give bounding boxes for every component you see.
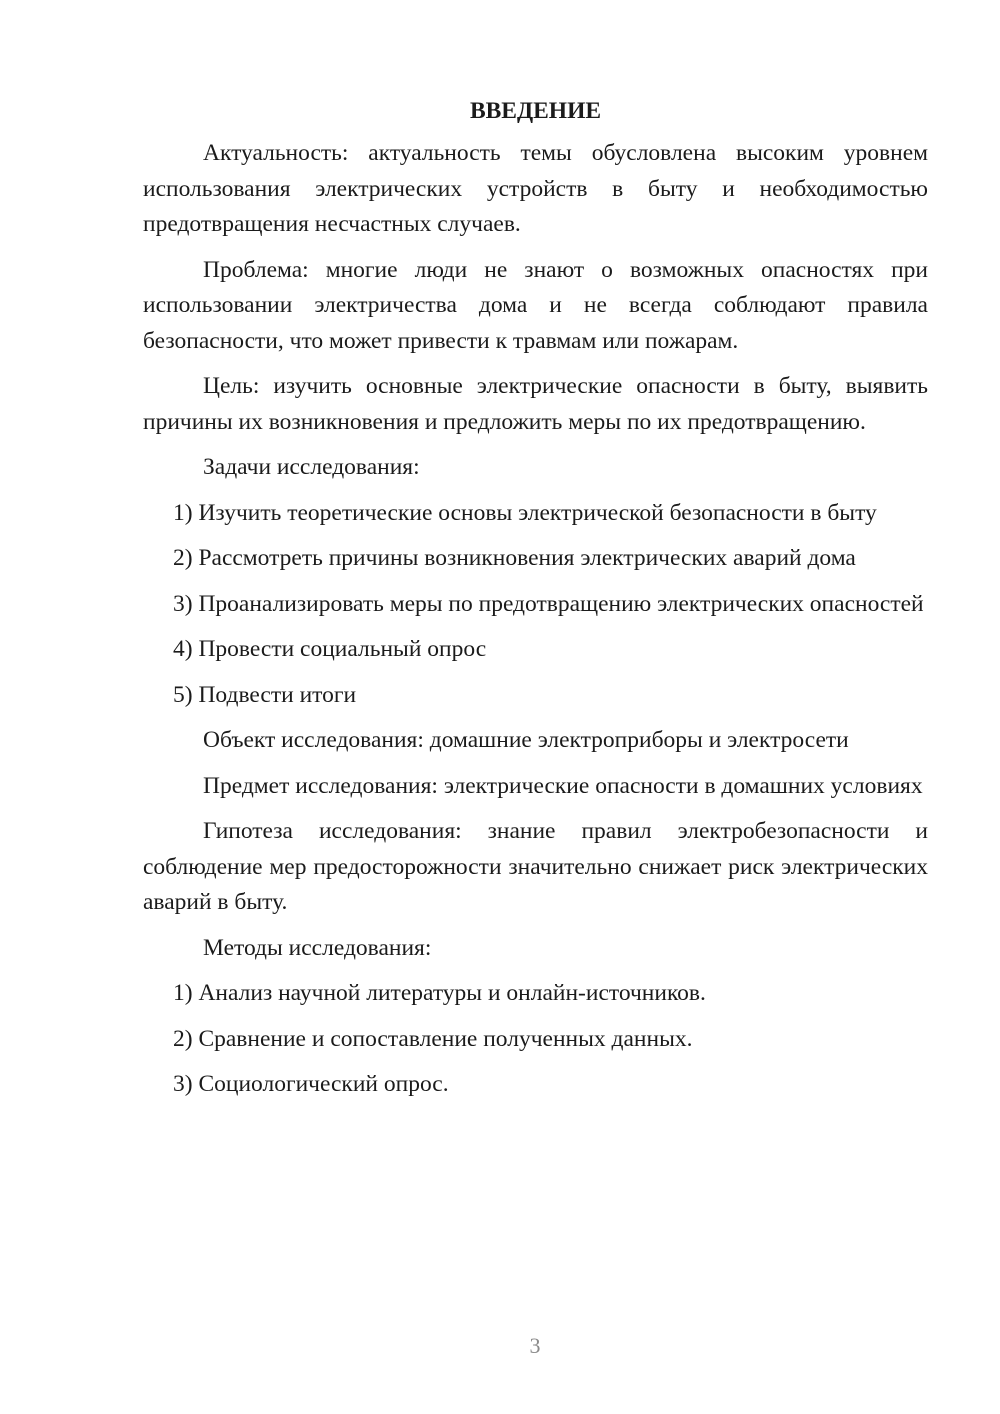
section-heading: ВВЕДЕНИЕ <box>469 98 602 124</box>
task-item: 4) Провести социальный опрос <box>173 636 487 662</box>
task-item: 2) Рассмотреть причины возникновения электрических аварий дома <box>173 545 856 571</box>
task-item: 1) Изучить теоретические основы электрической безопасности в быту <box>173 499 877 526</box>
relevance-paragraph: Актуальность: актуальность темы обусловлена высоким уровнем использования электрических устройств в быту и необходимостью предотвращения несчастных случаев. <box>143 140 928 237</box>
hypothesis-paragraph: Гипотеза исследования: знание правил электробезопасности и соблюдение мер предосторожности значительно снижает риск электрических аварий в быту. <box>143 818 928 915</box>
page-content <box>143 96 928 1113</box>
task-item: 3) Проанализировать меры по предотвращению электрических опасностей <box>173 590 924 617</box>
methods-title: Методы исследования: <box>203 934 432 961</box>
goal-paragraph: Цель: изучить основные электрические опасности в быту, выявить причины их возникновения и предложить меры по их предотвращению. <box>143 373 928 435</box>
method-item: 1) Анализ научной литературы и онлайн-источников. <box>173 980 706 1006</box>
task-item: 5) Подвести итоги <box>173 681 357 708</box>
method-item: 3) Социологический опрос. <box>173 1071 449 1097</box>
tasks-title: Задачи исследования: <box>203 454 420 480</box>
page-number: 3 <box>529 1333 541 1358</box>
method-item: 2) Сравнение и сопоставление полученных данных. <box>173 1025 693 1052</box>
problem-paragraph: Проблема: многие люди не знают о возможных опасностях при использовании электричества дома и не всегда соблюдают правила безопасности, что может привести к травмам или пожарам. <box>143 256 928 354</box>
subject-paragraph: Предмет исследования: электрические опасности в домашних условиях <box>203 772 923 799</box>
object-paragraph: Объект исследования: домашние электроприборы и электросети <box>203 727 849 753</box>
